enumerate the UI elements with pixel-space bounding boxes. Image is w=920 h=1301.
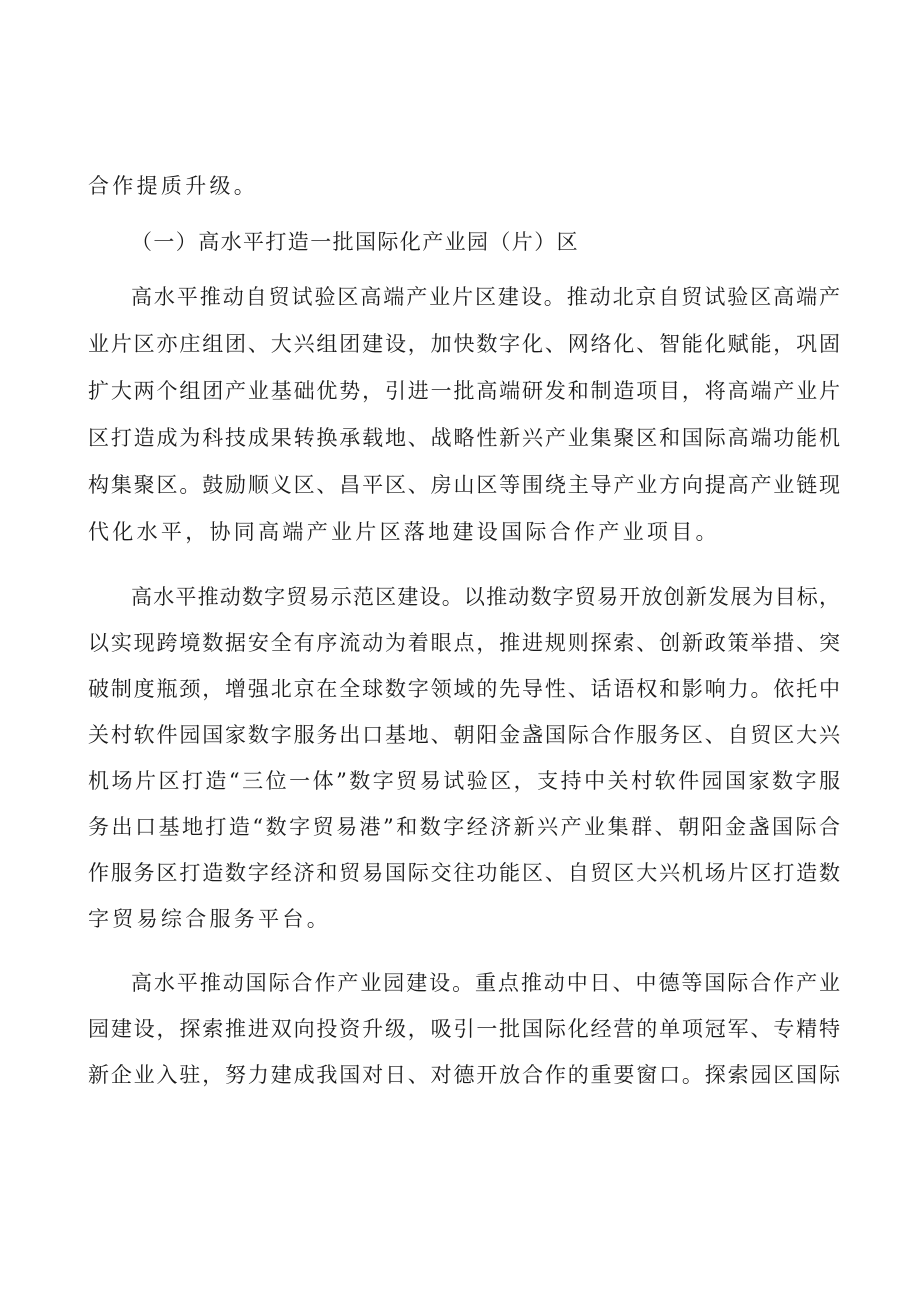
paragraph-2-line-5: 机场片区打造“三位一体”数字贸易试验区，支持中关村软件园国家数字服: [88, 769, 840, 793]
paragraph-1-line-6: 代化水平，协同高端产业片区落地建设国际合作产业项目。: [88, 520, 720, 544]
paragraph-2-line-8: 字贸易综合服务平台。: [88, 907, 331, 931]
paragraph-1-line-5: 构集聚区。鼓励顺义区、昌平区、房山区等围绕主导产业方向提高产业链现: [88, 473, 840, 497]
paragraph-2-line-2: 以实现跨境数据安全有序流动为着眼点，推进规则探索、创新政策举措、突: [88, 631, 840, 655]
paragraph-1-line-4: 区打造成为科技成果转换承载地、战略性新兴产业集聚区和国际高端功能机: [88, 426, 840, 450]
paragraph-3-line-3: 新企业入驻，努力建成我国对日、对德开放合作的重要窗口。探索园区国际: [88, 1063, 840, 1087]
paragraph-2-line-3: 破制度瓶颈，增强北京在全球数字领域的先导性、话语权和影响力。依托中: [88, 677, 840, 701]
text-line-continuation: 合作提质升级。: [88, 174, 259, 198]
paragraph-1-line-2: 业片区亦庄组团、大兴组团建设，加快数字化、网络化、智能化赋能，巩固: [88, 332, 840, 356]
section-heading: （一）高水平打造一批国际化产业园（片）区: [131, 230, 579, 254]
paragraph-1-line-1: 高水平推动自贸试验区高端产业片区建设。推动北京自贸试验区高端产: [131, 285, 840, 309]
paragraph-1-line-3: 扩大两个组团产业基础优势，引进一批高端研发和制造项目，将高端产业片: [88, 379, 840, 403]
paragraph-3-line-2: 园建设，探索推进双向投资升级，吸引一批国际化经营的单项冠军、专精特: [88, 1017, 840, 1041]
paragraph-2-line-1: 高水平推动数字贸易示范区建设。以推动数字贸易开放创新发展为目标，: [131, 585, 840, 609]
paragraph-3-line-1: 高水平推动国际合作产业园建设。重点推动中日、中德等国际合作产业: [131, 971, 840, 995]
paragraph-2-line-6: 务出口基地打造“数字贸易港”和数字经济新兴产业集群、朝阳金盏国际合: [88, 815, 840, 839]
paragraph-2-line-7: 作服务区打造数字经济和贸易国际交往功能区、自贸区大兴机场片区打造数: [88, 861, 840, 885]
paragraph-2-line-4: 关村软件园国家数字服务出口基地、朝阳金盏国际合作服务区、自贸区大兴: [88, 723, 840, 747]
